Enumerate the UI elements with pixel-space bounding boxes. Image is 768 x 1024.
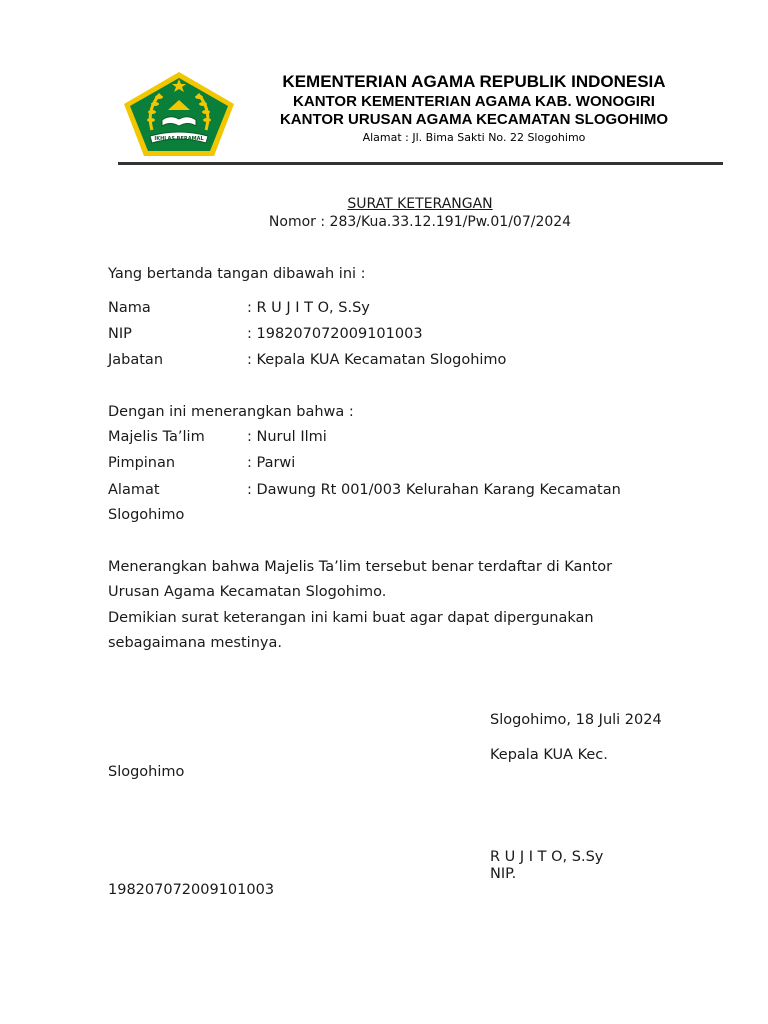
document-title: SURAT KETERANGAN	[347, 196, 493, 212]
field-label-pimpinan: Pimpinan	[108, 455, 176, 471]
body-line-4: sebagaimana mestinya.	[108, 635, 282, 651]
signer-nip-label: NIP.	[490, 866, 517, 882]
letterhead-divider	[118, 162, 723, 165]
ministry-name: KEMENTERIAN AGAMA REPUBLIK INDONESIA	[282, 72, 666, 91]
field-value-jabatan: : Kepala KUA Kecamatan Slogohimo	[247, 352, 507, 368]
signer-position: Kepala KUA Kec.	[490, 747, 608, 763]
signer-position-continuation: Slogohimo	[108, 764, 185, 780]
document-number: Nomor : 283/Kua.33.12.191/Pw.01/07/2024	[268, 214, 572, 230]
field-value-majelis: : Nurul Ilmi	[247, 429, 327, 445]
field-value-nama: : R U J I T O, S.Sy	[247, 300, 370, 316]
field-value-alamat: : Dawung Rt 001/003 Kelurahan Karang Kecamatan	[247, 482, 621, 498]
logo-motto: IKHLAS BERAMAL	[154, 136, 204, 142]
intro-text: Yang bertanda tangan dibawah ini :	[108, 266, 366, 282]
address-continuation: Slogohimo	[108, 507, 185, 523]
statement-intro: Dengan ini menerangkan bahwa :	[108, 404, 354, 420]
field-label-nip: NIP	[108, 326, 132, 342]
field-label-nama: Nama	[108, 300, 151, 316]
field-label-jabatan: Jabatan	[108, 352, 164, 368]
signer-nip-value: 198207072009101003	[108, 882, 275, 898]
body-line-2: Urusan Agama Kecamatan Slogohimo.	[108, 584, 387, 600]
field-value-nip: : 198207072009101003	[247, 326, 423, 342]
ministry-logo-icon	[122, 70, 236, 158]
kua-office-name: KANTOR URUSAN AGAMA KECAMATAN SLOGOHIMO	[279, 111, 669, 128]
body-line-3: Demikian surat keterangan ini kami buat agar dapat dipergunakan	[108, 610, 594, 626]
regency-office-name: KANTOR KEMENTERIAN AGAMA KAB. WONOGIRI	[293, 93, 655, 110]
field-label-alamat: Alamat	[108, 482, 160, 498]
field-label-majelis: Majelis Ta’lim	[108, 429, 205, 445]
signer-name: R U J I T O, S.Sy	[490, 849, 604, 865]
place-date: Slogohimo, 18 Juli 2024	[490, 712, 662, 728]
field-value-pimpinan: : Parwi	[247, 455, 296, 471]
office-address: Alamat : Jl. Bima Sakti No. 22 Slogohimo	[362, 131, 586, 144]
body-line-1: Menerangkan bahwa Majelis Ta’lim tersebut benar terdaftar di Kantor	[108, 559, 613, 575]
